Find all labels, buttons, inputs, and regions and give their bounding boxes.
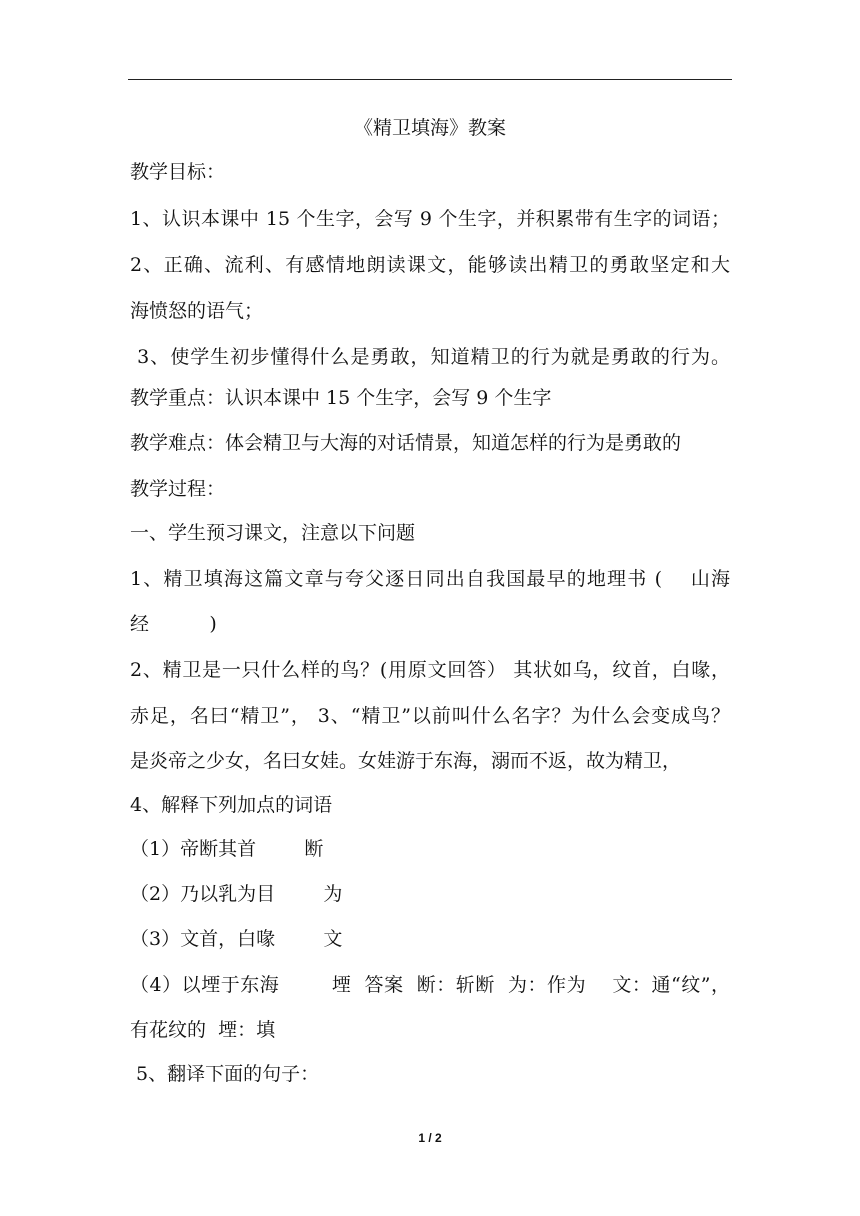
text-line: 1、精卫填海这篇文章与夸父逐日同出自我国最早的地理书 ( 山海 (130, 568, 730, 590)
header-rule (128, 79, 732, 80)
page-number: 1 / 2 (418, 1131, 442, 1145)
text-line: 一、学生预习课文，注意以下问题 (130, 522, 416, 544)
text-line: 2、正确、流利、有感情地朗读课文，能够读出精卫的勇敢坚定和大 (130, 254, 730, 276)
text-line: （2）乃以乳为目 为 (130, 883, 343, 905)
text-line: 5、翻译下面的句子： (130, 1063, 320, 1085)
document-title: 《精卫填海》教案 (353, 117, 506, 139)
text-line: 是炎帝之少女，名曰女娃。女娃游于东海，溺而不返，故为精卫， (130, 750, 682, 772)
text-line: 赤足，名曰“精卫”， 3、“精卫”以前叫什么名字？为什么会变成鸟？ (130, 705, 730, 727)
text-line: 2、精卫是一只什么样的鸟？(用原文回答） 其状如乌，纹首，白喙， (130, 659, 730, 681)
text-line: 教学重点：认识本课中 15 个生字，会写 9 个生字 (130, 387, 552, 409)
text-line: 教学目标： (130, 161, 226, 183)
text-line: 1、认识本课中 15 个生字，会写 9 个生字，并积累带有生字的词语； (130, 208, 730, 230)
text-line: 经 ) (130, 613, 217, 635)
text-line: 海愤怒的语气； (130, 300, 264, 322)
text-line: （3）文首，白喙 文 (130, 928, 343, 950)
text-line: 4、解释下列加点的词语 (130, 794, 333, 816)
text-line: （1）帝断其首 断 (130, 838, 324, 860)
text-line: 教学过程： (130, 478, 226, 500)
text-line: （4）以堙于东海 堙 答案 断：斩断 为：作为 文：通“纹”， (130, 974, 730, 996)
text-line: 教学难点：体会精卫与大海的对话情景，知道怎样的行为是勇敢的 (130, 432, 682, 454)
text-line: 3、使学生初步懂得什么是勇敢，知道精卫的行为就是勇敢的行为。 (130, 346, 730, 368)
text-line: 有花纹的 堙：填 (130, 1019, 276, 1041)
